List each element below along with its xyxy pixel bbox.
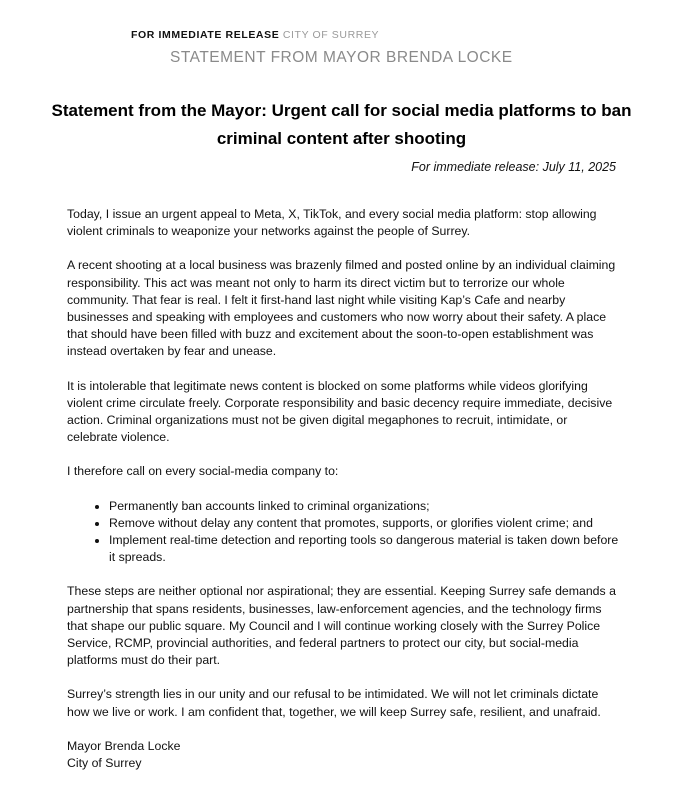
call-item-detection-tools: • Implement real-time detection and reporting tools so dangerous material is taken down before it spreads.	[109, 532, 619, 566]
release-label-line	[131, 28, 551, 42]
release-label: FOR IMMEDIATE RELEASE	[131, 29, 280, 41]
statement-body	[67, 206, 619, 772]
paragraph-shooting: A recent shooting at a local business was brazenly filmed and posted online by an individual claiming responsibility. This act was meant not only to harm its direct victim but to terrorize our whole community. That fear is real. I felt it first-hand last night while visiting Kap’s Cafe and nearby businesses and speaking with employees and customers who now worry about their safety. A place that should have been filled with buzz and excitement about the soon-to-open establishment was instead overtaken by fear and unease.	[67, 258, 616, 359]
call-item-ban-accounts: • Permanently ban accounts linked to criminal organizations;	[109, 498, 619, 515]
call-item-remove-content: • Remove without delay any content that promotes, supports, or glorifies violent crime; and	[109, 515, 619, 532]
release-header	[131, 28, 551, 66]
call-list	[67, 498, 619, 567]
paragraph-partnership: These steps are neither optional nor aspirational; they are essential. Keeping Surrey safe demands a partnership that spans residents, businesses, law-enforcement agencies, and the technology firms that shape our public square. My Council and I will continue working closely with the Surrey Police Service, RCMP, provincial authorities, and federal partners to protect our city, but social-media platforms must do their part.	[67, 584, 616, 668]
paragraph-intolerable: It is intolerable that legitimate news content is blocked on some platforms while videos glorifying violent crime circulate freely. Corporate responsibility and basic decency require immediate, decisive action. Criminal organizations must not be given digital megaphones to recruit, intimidate, or celebrate violence.	[67, 378, 613, 445]
signature-name: Mayor Brenda Locke	[67, 738, 181, 753]
paragraph-strength: Surrey’s strength lies in our unity and our refusal to be intimidated. We will not let criminals dictate how we live or work. I am confident that, together, we will keep Surrey safe, resilient, and unafraid.	[67, 687, 601, 719]
release-date: For immediate release: July 11, 2025	[411, 160, 616, 174]
statement-label: STATEMENT FROM MAYOR BRENDA LOCKE	[170, 49, 513, 66]
call-intro: I therefore call on every social-media company to:	[67, 464, 339, 479]
page-title: Statement from the Mayor: Urgent call for social media platforms to ban criminal content after shooting	[51, 101, 632, 148]
signature-org: City of Surrey	[67, 756, 142, 771]
paragraph-appeal: Today, I issue an urgent appeal to Meta, X, TikTok, and every social media platform: stop allowing violent criminals to weaponize your networks against the people of Surrey.	[67, 207, 597, 239]
city-label: CITY OF SURREY	[282, 29, 380, 41]
